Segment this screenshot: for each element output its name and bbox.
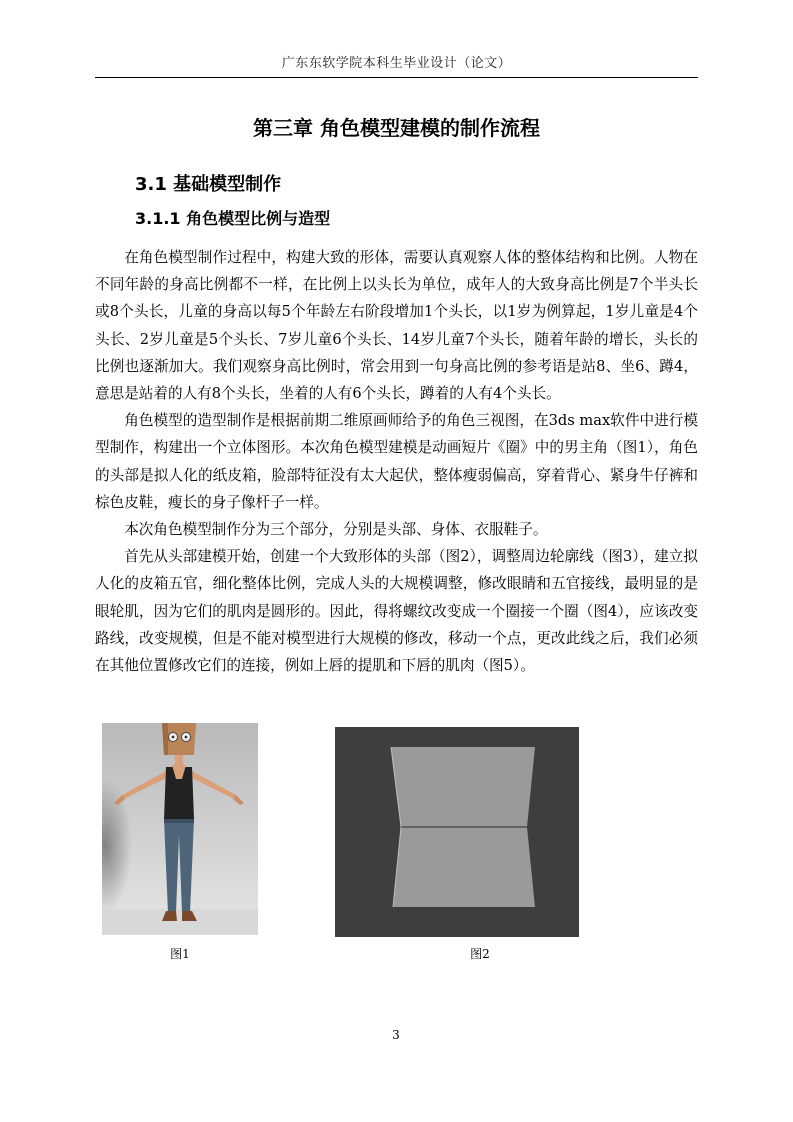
- paragraph: 首先从头部建模开始，创建一个大致形体的头部（图2），调整周边轮廓线（图3），建立拟人化的皮箱五官，细化整体比例，完成人头的大规模调整，修改眼睛和五官接线，最明显的是眼轮肌，因为它们的肌肉是圆形的。因此，得将螺纹改变成一个圈接一个圈（图4），应该改变路线，改变规模，但是不能对模型进行大规模的修改，移动一个点，更改此线之后，我们必须在其他位置修改它们的连接，例如上唇的提肌和下唇的肌肉（图5）。: [95, 548, 698, 675]
- body-text: [95, 244, 698, 679]
- header-divider: [95, 77, 698, 78]
- figure-2-mesh-viewport: [335, 727, 579, 937]
- running-header: 广东东软学院本科生毕业设计（论文）: [281, 56, 512, 71]
- subsection-title: 3.1.1 角色模型比例与造型: [135, 209, 331, 228]
- figure-2-caption: 图2: [470, 947, 490, 961]
- chapter-title: 第三章 角色模型建模的制作流程: [253, 116, 540, 140]
- figure-1-caption: 图1: [170, 947, 190, 961]
- page-number: 3: [392, 1028, 400, 1042]
- section-title: 3.1 基础模型制作: [135, 174, 282, 195]
- paragraph: 在角色模型制作过程中，构建大致的形体，需要认真观察人体的整体结构和比例。人物在不同年龄的身高比例都不一样，在比例上以头长为单位，成年人的大致身高比例是7个半头长或8个头长，儿童的身高以每5个年龄左右阶段增加1个头长，以1岁为例算起，1岁儿童是4个头长、2岁儿童是5个头长、7岁儿童6个头长、14岁儿童7个头长，随着年龄的增长，头长的比例也逐渐加大。我们观察身高比例时，常会用到一句身高比例的参考语是站8、坐6、蹲4，意思是站着的人有8个头长，坐着的人有6个头长，蹲着的人有4个头长。: [95, 249, 698, 403]
- figure-1-character-render: [102, 723, 258, 935]
- paragraph: 角色模型的造型制作是根据前期二维原画师给予的角色三视图，在3ds max软件中进行模型制作，构建出一个立体图形。本次角色模型建模是动画短片《圈》中的男主角（图1），角色的头部是拟人化的纸皮箱，脸部特征没有太大起伏，整体瘦弱偏高，穿着背心、紧身牛仔裤和棕色皮鞋，瘦长的身子像杆子一样。: [95, 412, 698, 511]
- paragraph: 本次角色模型制作分为三个部分，分别是头部、身体、衣服鞋子。: [124, 521, 548, 539]
